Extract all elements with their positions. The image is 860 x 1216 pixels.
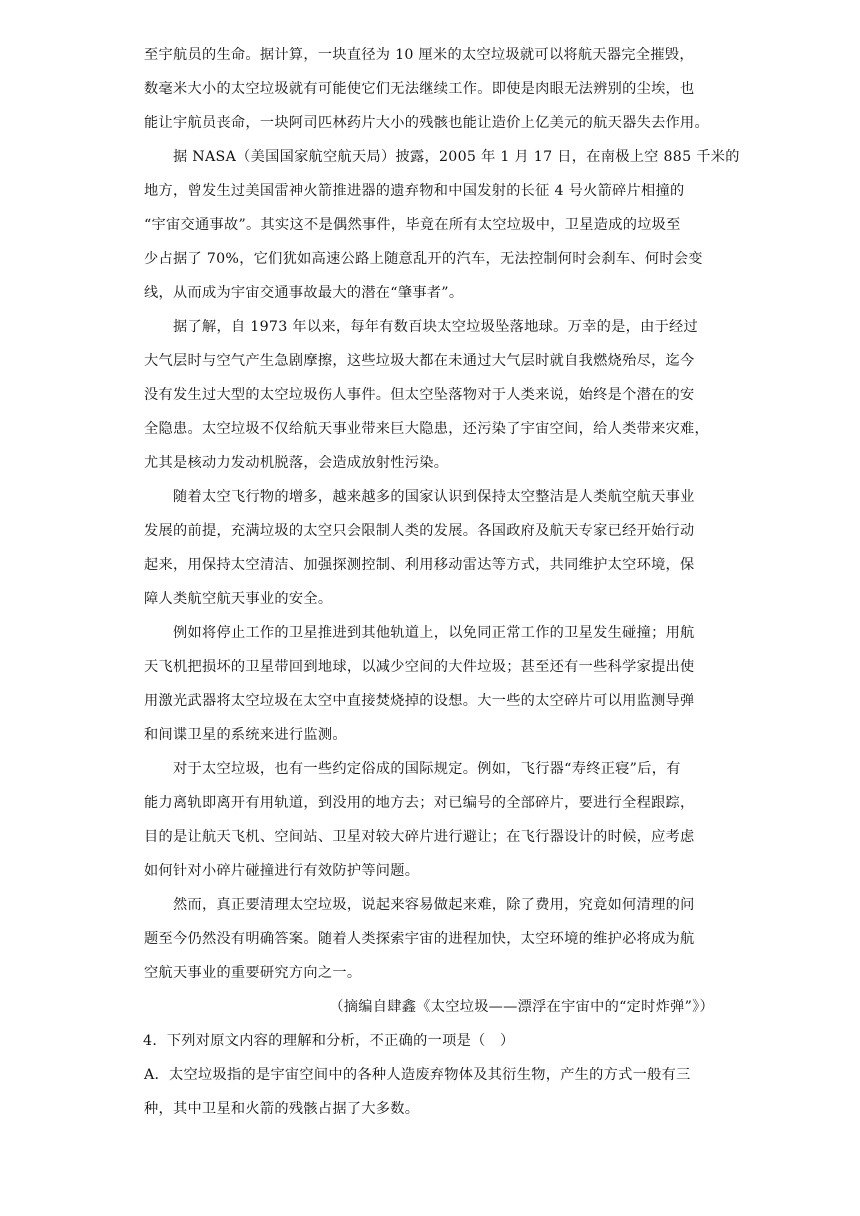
paragraph-line: 空航天事业的重要研究方向之一。 [144,965,362,981]
paragraph-line: “宇宙交通事故”。其实这不是偶然事件，毕竟在所有太空垃圾中，卫星造成的垃圾至 [144,217,681,233]
option-a-line-2: 种，其中卫星和火箭的残骸占据了大多数。 [144,1101,420,1117]
paragraph [144,888,722,990]
paragraph-line: 没有发生过大型的太空垃圾伤人事件。但太空坠落物对于人类来说，始终是个潜在的安 [144,387,695,403]
paragraph-line: 和间谍卫星的系统来进行监测。 [144,727,347,743]
paragraph-line: 能让宇航员丧命，一块阿司匹林药片大小的残骸也能让造价上亿美元的航天器失去作用。 [144,115,710,131]
paragraph-line: 线，从而成为宇宙交通事故最大的潜在“肇事者”。 [144,285,464,301]
paragraph [144,140,740,310]
paragraph-line: 题至今仍然没有明确答案。随着人类探索宇宙的进程加快，太空环境的维护必将成为航 [144,931,695,947]
paragraph-line: 数毫米大小的太空垃圾就有可能使它们无法继续工作。即使是肉眼无法辨别的尘埃，也 [144,81,695,97]
paragraph-line: 然而，真正要清理太空垃圾，说起来容易做起来难，除了费用，究竟如何清理的问 [173,897,695,913]
paragraph-line: 随着太空飞行物的增多，越来越多的国家认识到保持太空整洁是人类航空航天事业 [173,489,695,505]
paragraph [144,480,722,616]
paragraph-line: 目的是让航天飞机、空间站、卫星对较大碎片进行避让；在飞行器设计的时候，应考虑 [144,829,695,845]
source-citation: （摘编自肆鑫《太空垃圾——漂浮在宇宙中的“定时炸弹”》） [329,999,714,1015]
paragraph-line: 例如将停止工作的卫星推进到其他轨道上，以免同正常工作的卫星发生碰撞；用航 [173,625,695,641]
paragraph-line: 地方，曾发生过美国雷神火箭推进器的遗弃物和中国发射的长征 4 号火箭碎片相撞的 [144,183,685,199]
paragraph [144,616,722,752]
paragraph-line: 障人类航空航天事业的安全。 [144,591,333,607]
paragraph-line: 发展的前提，充满垃圾的太空只会限制人类的发展。各国政府及航天专家已经开始行动 [144,523,695,539]
paragraph [144,310,722,480]
paragraph-line: 据了解，自 1973 年以来，每年有数百块太空垃圾坠落地球。万幸的是，由于经过 [173,319,699,335]
paragraph-line: 大气层时与空气产生急剧摩擦，这些垃圾大都在未通过大气层时就自我燃烧殆尽，迄今 [144,353,695,369]
article-body [144,38,740,990]
paragraph-line: 全隐患。太空垃圾不仅给航天事业带来巨大隐患，还污染了宇宙空间，给人类带来灾难， [144,421,710,437]
paragraph-line: 至宇航员的生命。据计算，一块直径为 10 厘米的太空垃圾就可以将航天器完全摧毁， [144,47,694,63]
article-page [143,38,740,1126]
paragraph-line: 能力离轨即离开有用轨道，到没用的地方去；对已编号的全部碎片，要进行全程跟踪， [144,795,695,811]
paragraph-line: 对于太空垃圾，也有一些约定俗成的国际规定。例如，飞行器“寿终正寝”后，有 [173,761,681,777]
paragraph-line: 如何针对小碎片碰撞进行有效防护等问题。 [144,863,420,879]
paragraph-line: 用激光武器将太空垃圾在太空中直接焚烧掉的设想。大一些的太空碎片可以用监测导弹 [144,693,695,709]
paragraph [144,38,722,140]
option-a-line-1: A．太空垃圾指的是宇宙空间中的各种人造废弃物体及其衍生物，产生的方式一般有三 [144,1067,691,1083]
paragraph-line: 起来，用保持太空清洁、加强探测控制、利用移动雷达等方式，共同维护太空环境，保 [144,557,695,573]
paragraph-line: 尤其是核动力发动机脱落，会造成放射性污染。 [144,455,449,471]
paragraph-line: 少占据了 70%，它们犹如高速公路上随意乱开的汽车，无法控制何时会刹车、何时会变 [144,251,703,267]
paragraph-line: 天飞机把损坏的卫星带回到地球，以减少空间的大件垃圾；甚至还有一些科学家提出使 [144,659,695,675]
paragraph-line: 据 NASA（美国国家航空航天局）披露，2005 年 1 月 17 日，在南极上空 885 千米的 [173,149,740,165]
paragraph [144,752,722,888]
question-stem: 4．下列对原文内容的理解和分析，不正确的一项是（ ） [143,1033,515,1049]
